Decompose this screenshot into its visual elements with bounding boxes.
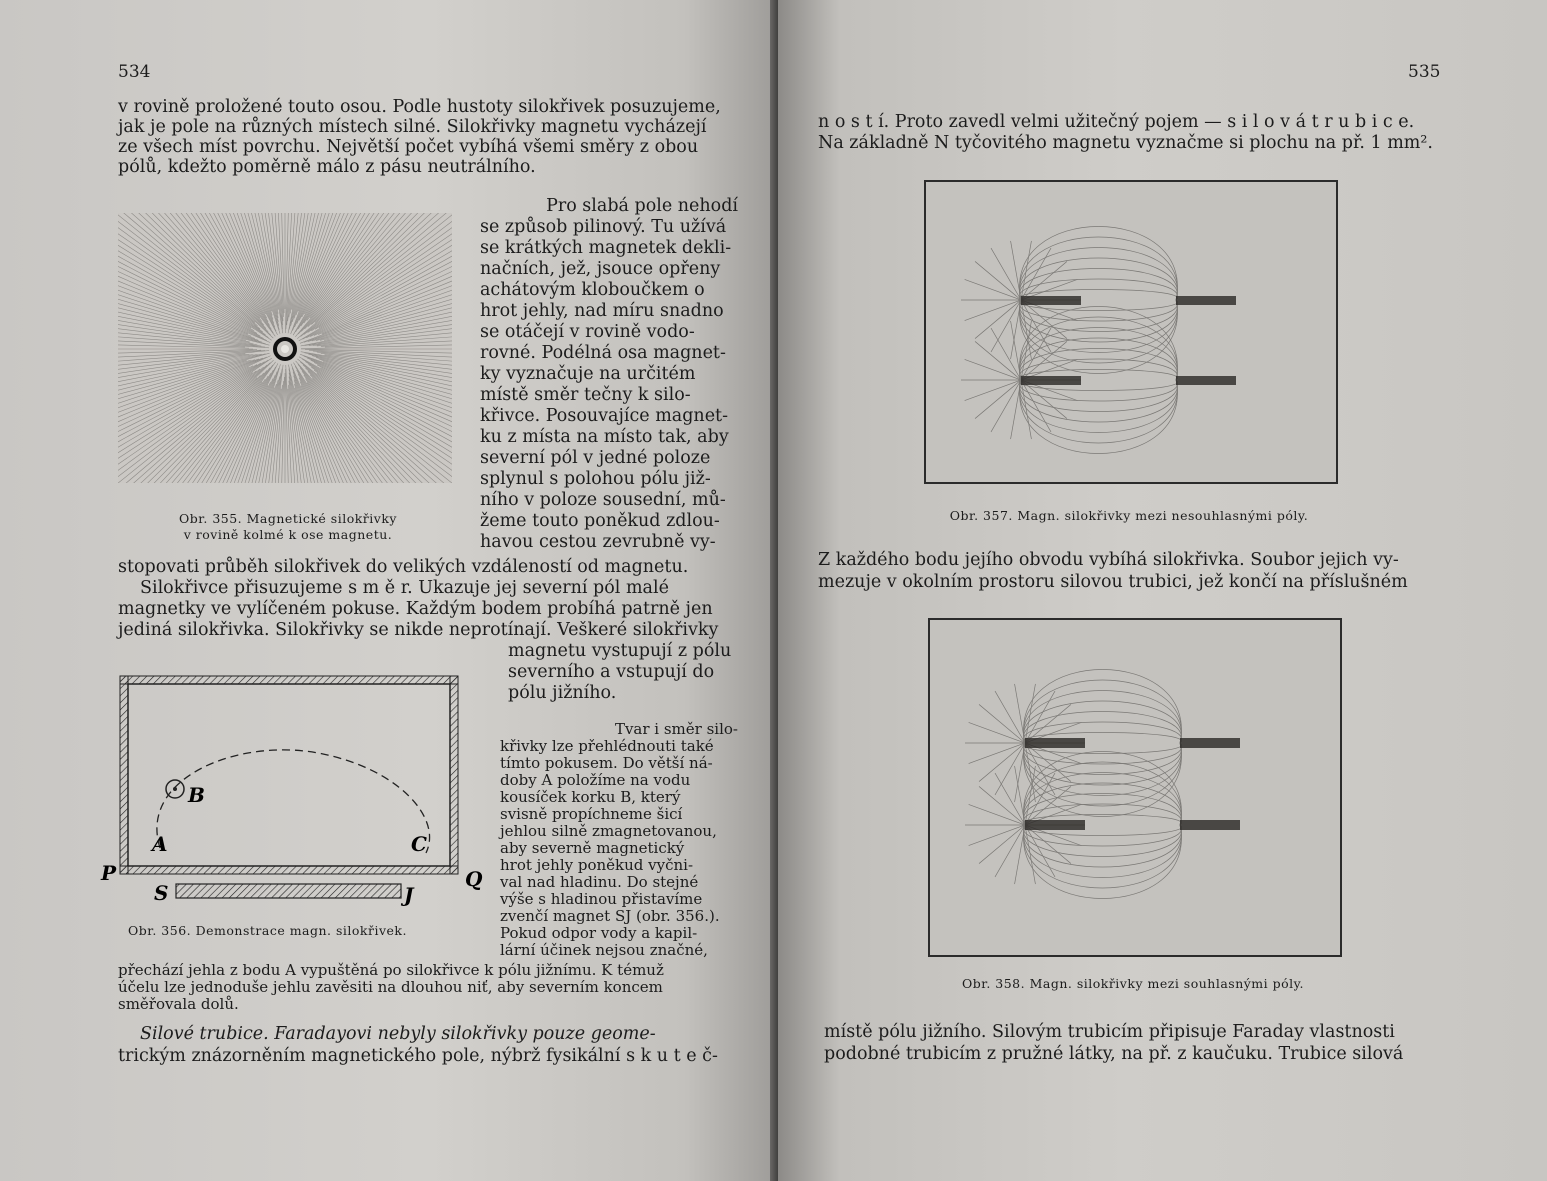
text-line: Pro slabá pole nehodí	[546, 196, 738, 216]
label-Q: Q	[465, 867, 483, 891]
field-lines-opposite	[926, 182, 1336, 482]
text-line: Z každého bodu jejího obvodu vybíhá silokřivka. Soubor jejich vy-	[818, 550, 1399, 570]
text-line: aby severně magnetický	[500, 839, 685, 857]
text-line: hrot jehly, nad míru snadno	[480, 301, 724, 321]
text-line: žeme touto poněkud zdlou-	[480, 511, 720, 531]
text-line: mezuje v okolním prostoru silovou trubici, jež končí na příslušném	[818, 572, 1408, 592]
text-line: místě pólu jižního. Silovým trubicím připisuje Faraday vlastnosti	[824, 1022, 1395, 1042]
radial-field-lines	[118, 213, 452, 483]
figure-356-diagram	[98, 668, 490, 918]
figure-355-caption	[128, 511, 448, 543]
text-line: rovné. Podélná osa magnet-	[480, 343, 726, 363]
text-line: pólů, kdežto poměrně málo z pásu neutrálního.	[118, 157, 536, 177]
figure-358-like-poles	[928, 618, 1342, 957]
text-line: hrot jehly poněkud vyčni-	[500, 856, 694, 874]
text-line: ze všech míst povrchu. Největší počet vybíhá všemi směry z obou	[118, 137, 699, 157]
figure-358-caption: Obr. 358. Magn. silokřivky mezi souhlasnými póly.	[961, 976, 1305, 991]
text-line: Silové trubice. Faradayovi nebyly silokřivky pouze geome-	[140, 1024, 656, 1044]
label-A: A	[152, 832, 168, 856]
text-line: Na základně N tyčovitého magnetu vyznačme si plochu na př. 1 mm².	[818, 133, 1433, 153]
caption-line: v rovině kolmé k ose magnetu.	[183, 527, 393, 542]
text-line: jediná silokřivka. Silokřivky se nikde neprotínají. Veškeré silokřivky	[118, 620, 719, 640]
caption-line: Obr. 355. Magnetické silokřivky	[179, 511, 397, 526]
figure-357-caption: Obr. 357. Magn. silokřivky mezi nesouhlasnými póly.	[949, 508, 1309, 523]
text-line: křivce. Posouvajíce magnet-	[480, 406, 728, 426]
text-line: se otáčejí v rovině vodo-	[480, 322, 695, 342]
label-S: S	[154, 881, 169, 905]
text-line: podobné trubicím z pružné látky, na př. z kaučuku. Trubice silová	[824, 1044, 1404, 1064]
text-line: splynul s polohou pólu již-	[480, 469, 711, 489]
right-page	[778, 0, 1547, 1181]
text-line: výše s hladinou přistavíme	[500, 890, 703, 908]
text-line: val nad hladinu. Do stejné	[500, 873, 699, 891]
label-C: C	[411, 832, 427, 856]
text-line: havou cestou zevrubně vy-	[480, 532, 716, 552]
text-line: ního v poloze sousední, mů-	[480, 490, 726, 510]
text-line: se krátkých magnetek dekli-	[480, 238, 732, 258]
text-line: se způsob pilinový. Tu užívá	[480, 217, 727, 237]
text-line: pólu jižního.	[508, 683, 617, 703]
text-line: účelu lze jednoduše jehlu zavěsiti na dlouhou niť, aby severním koncem	[118, 978, 663, 996]
text-line: trickým znázorněním magnetického pole, nýbrž fysikální s k u t e č-	[118, 1046, 718, 1066]
text-line: achátovým kloboučkem o	[480, 280, 705, 300]
page-number-left: 534	[118, 62, 151, 82]
text-line: jak je pole na různých místech silné. Silokřivky magnetu vycházejí	[118, 117, 707, 137]
label-P: P	[101, 861, 117, 885]
text-line: Tvar i směr silo-	[614, 720, 738, 738]
text-line: přechází jehla z bodu A vypuštěná po silokřivce k pólu jižnímu. K témuž	[118, 961, 664, 979]
text-line: doby A položíme na vodu	[500, 771, 691, 789]
label-B: B	[188, 783, 205, 807]
text-line: místě směr tečny k silo-	[480, 385, 691, 405]
text-line: magnetky ve vylíčeném pokuse. Každým bodem probíhá patrně jen	[118, 599, 713, 619]
text-line: severní pól v jedné poloze	[480, 448, 711, 468]
text-line: v rovině proložené touto osou. Podle hustoty silokřivek posuzujeme,	[118, 97, 721, 117]
demonstration-drawing	[98, 668, 490, 918]
figure-355-radial-field	[118, 213, 452, 483]
text-line: načních, jež, jsouce opřeny	[480, 259, 721, 279]
text-line: směřovala dolů.	[118, 995, 239, 1013]
text-line: ku z místa na místo tak, aby	[480, 427, 729, 447]
text-line: jehlou silně zmagnetovanou,	[500, 822, 717, 840]
text-line: n o s t í. Proto zavedl velmi užitečný pojem — s i l o v á t r u b i c e.	[818, 112, 1415, 132]
figure-356-caption: Obr. 356. Demonstrace magn. silokřivek.	[128, 923, 407, 938]
page-number-right: 535	[1408, 62, 1441, 82]
text-line: zvenčí magnet SJ (obr. 356.).	[500, 907, 720, 925]
text-line: kousíček korku B, který	[500, 788, 681, 806]
label-J: J	[404, 883, 414, 907]
figure-357-opposite-poles	[924, 180, 1338, 484]
text-line: severního a vstupují do	[508, 662, 715, 682]
field-lines-like	[930, 620, 1340, 955]
text-line: Silokřivce přisuzujeme s m ě r. Ukazuje jej severní pól malé	[140, 578, 669, 598]
text-line: tímto pokusem. Do větší ná-	[500, 754, 713, 772]
text-line: magnetu vystupují z pólu	[508, 641, 732, 661]
text-line: Pokud odpor vody a kapil-	[500, 924, 698, 942]
text-line: stopovati průběh silokřivek do velikých vzdáleností od magnetu.	[118, 557, 689, 577]
text-line: svisně propíchneme šicí	[500, 805, 683, 823]
text-line: ky vyznačuje na určitém	[480, 364, 696, 384]
text-line: křivky lze přehlédnouti také	[500, 737, 714, 755]
text-line: lární účinek nejsou značné,	[500, 941, 708, 959]
